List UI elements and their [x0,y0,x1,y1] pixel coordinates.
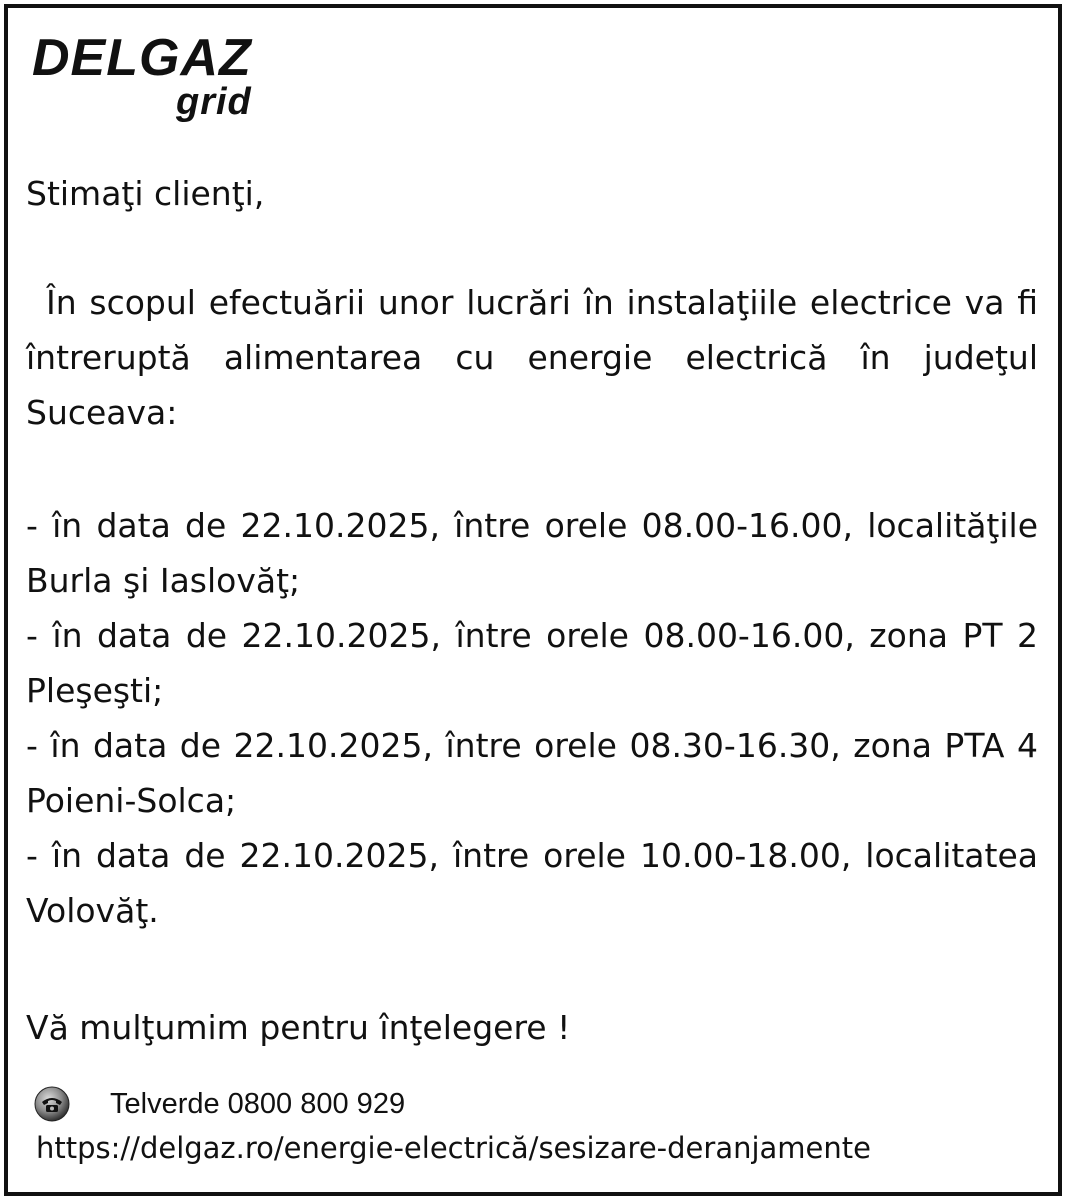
report-url-link[interactable]: https://delgaz.ro/energie-electrică/sesizare-deranjamente [36,1131,871,1165]
contact-phone [34,1084,474,1128]
greeting: Stimaţi clienţi, [26,174,265,213]
outage-item: - în data de 22.10.2025, între orele 10.00-18.00, localitatea Volovăţ. [26,836,1038,930]
outage-item: - în data de 22.10.2025, între orele 08.00-16.00, localităţile Burla şi Iaslovăţ; [26,506,1038,600]
logo-main-text: DELGAZ [32,29,252,87]
intro-paragraph: În scopul efectuării unor lucrări în instalaţiile electrice va fi întreruptă alimentarea cu energie electrică în judeţul Suceava: [26,283,1038,432]
thanks-line: Vă mulţumim pentru înţelegere ! [26,1008,571,1047]
phone-icon [34,1086,70,1122]
phone-number: Telverde 0800 800 929 [110,1088,406,1120]
outage-list [26,498,1038,938]
logo-sub-text: grid [176,81,252,123]
outage-item: - în data de 22.10.2025, între orele 08.00-16.00, zona PT 2 Pleşeşti; [26,616,1038,710]
outage-item: - în data de 22.10.2025, între orele 08.30-16.30, zona PTA 4 Poieni-Solca; [26,726,1038,820]
delgaz-grid-logo [32,30,292,130]
